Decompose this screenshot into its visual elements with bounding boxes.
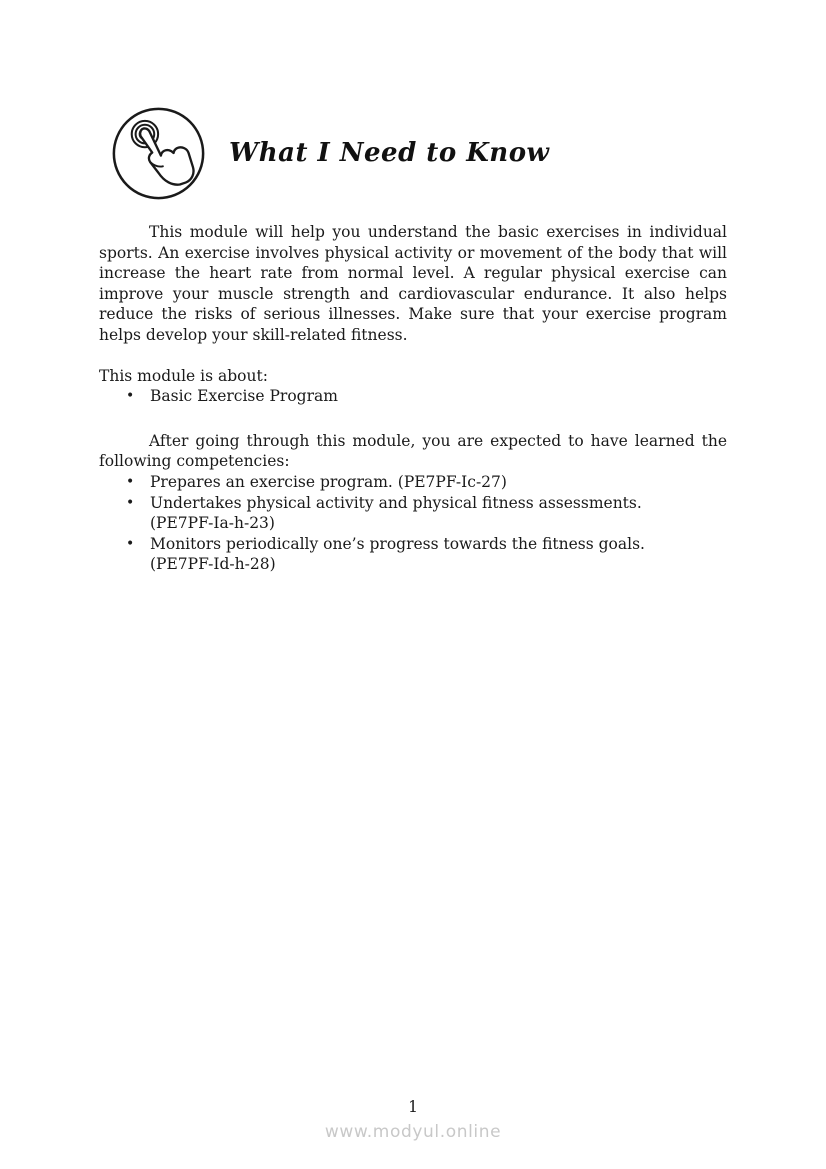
- competencies-lead: After going through this module, you are expected to have learned the following competencies:: [99, 431, 727, 471]
- competency-text: Monitors periodically one’s progress towards the fitness goals.: [150, 534, 645, 553]
- page-title: What I Need to Know: [229, 137, 550, 168]
- competencies-list: [99, 472, 727, 575]
- bullet-icon: •: [126, 535, 135, 552]
- competency-text: Undertakes physical activity and physical fitness assessments.: [150, 493, 642, 512]
- page-number: 1: [408, 1098, 418, 1116]
- bullet-icon: •: [126, 388, 135, 405]
- bullet-icon: •: [126, 473, 135, 490]
- bullet-icon: •: [126, 494, 135, 511]
- list-item: [99, 493, 727, 534]
- about-lead: This module is about:: [99, 366, 268, 385]
- section-header: [110, 104, 727, 201]
- about-item-label: Basic Exercise Program: [150, 387, 338, 406]
- competency-code: (PE7PF-Id-h-28): [150, 555, 276, 574]
- list-item: [99, 472, 727, 493]
- competency-code: (PE7PF-Ia-h-23): [150, 514, 275, 533]
- touch-press-icon: [110, 104, 207, 201]
- list-item: [99, 534, 727, 575]
- watermark-text: www.modyul.online: [324, 1122, 502, 1142]
- intro-paragraph: This module will help you understand the basic exercises in individual sports. An exercise involves physical activity or movement of the body that will increase the heart rate from normal level. A regular physical exercise can improve your muscle strength and cardiovascular endurance. It also helps reduce the risks of serious illnesses. Make sure that your exercise program helps develop your skill-related fitness.: [99, 223, 727, 344]
- about-list: [99, 386, 727, 407]
- list-item: [99, 386, 727, 407]
- content-column: [99, 0, 727, 575]
- competency-text: Prepares an exercise program. (PE7PF-Ic-27): [150, 472, 507, 491]
